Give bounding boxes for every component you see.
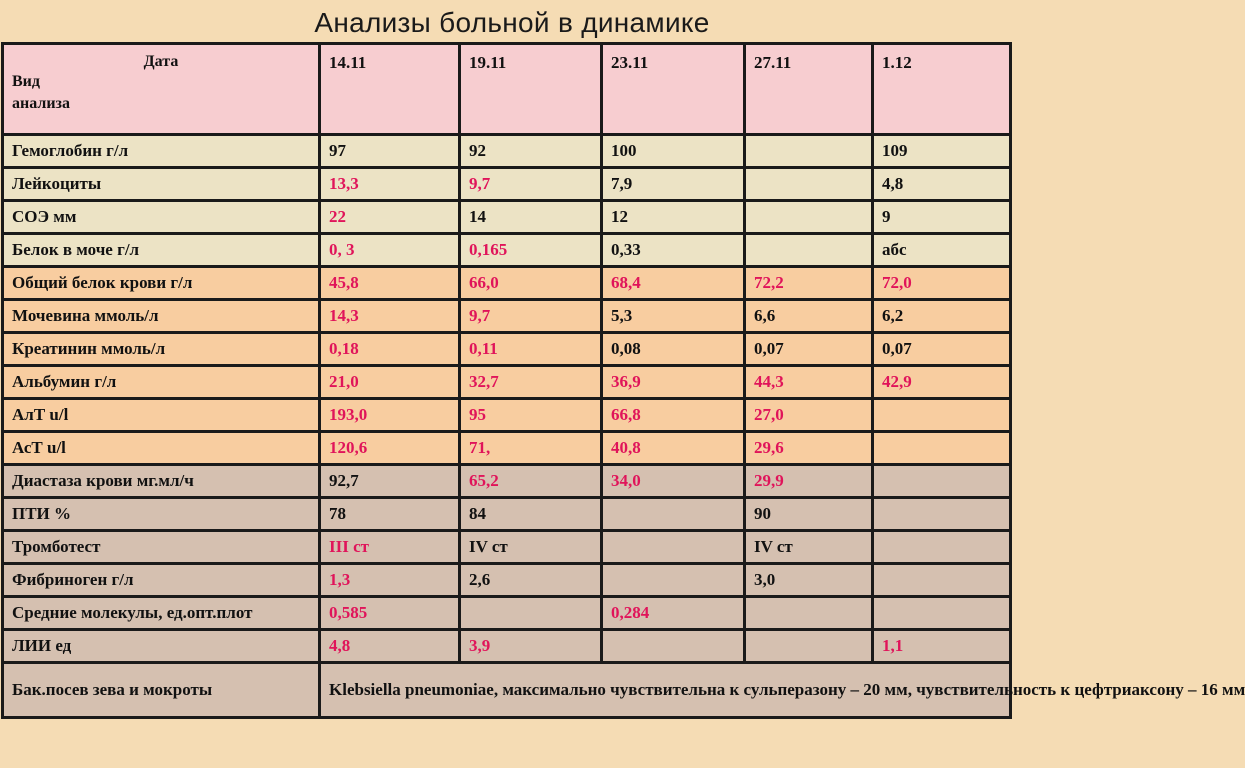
lab-results-table	[1, 42, 1245, 719]
header-row	[3, 44, 1011, 135]
culture-result-cell: Klebsiella pneumoniae, максимально чувствительна к сульперазону – 20 мм, чувствительность к цефтриаксону – 16 мм	[320, 663, 1011, 718]
table-row	[3, 201, 1011, 234]
value-text: 0,165	[469, 240, 508, 259]
value-cell	[745, 168, 873, 201]
value-cell	[873, 465, 1011, 498]
value-text: 9,7	[469, 306, 491, 325]
value-cell	[602, 465, 745, 498]
value-text: 1,3	[329, 570, 351, 589]
table-row	[3, 399, 1011, 432]
value-cell	[320, 399, 460, 432]
value-text: 78	[329, 504, 346, 523]
value-cell	[460, 333, 602, 366]
value-cell	[602, 267, 745, 300]
value-text: 0, 3	[329, 240, 355, 259]
header-corner-cell	[3, 44, 320, 135]
date-header-cell: 27.11	[745, 44, 873, 135]
table-row	[3, 498, 1011, 531]
analysis-name-cell: Белок в моче г/л	[3, 234, 320, 267]
value-text: 100	[611, 141, 637, 160]
value-cell	[460, 201, 602, 234]
value-cell	[320, 168, 460, 201]
value-text: 0,18	[329, 339, 359, 358]
value-cell	[745, 300, 873, 333]
analysis-name-cell: Креатинин ммоль/л	[3, 333, 320, 366]
table-row	[3, 300, 1011, 333]
value-text: 27,0	[754, 405, 784, 424]
value-text: 44,3	[754, 372, 784, 391]
page-title: Анализы больной в динамике	[314, 7, 710, 38]
value-text: 0,08	[611, 339, 641, 358]
value-text: 45,8	[329, 273, 359, 292]
value-cell	[745, 201, 873, 234]
value-text: IV ст	[754, 537, 793, 556]
value-cell	[320, 531, 460, 564]
value-cell	[602, 531, 745, 564]
value-cell	[745, 366, 873, 399]
value-cell	[460, 234, 602, 267]
value-text: 92,7	[329, 471, 359, 490]
value-text: 92	[469, 141, 486, 160]
analysis-name-cell: АсТ u/l	[3, 432, 320, 465]
value-cell	[873, 531, 1011, 564]
value-cell	[873, 498, 1011, 531]
value-text: III ст	[329, 537, 369, 556]
value-cell	[460, 432, 602, 465]
analysis-name-cell: АлТ u/l	[3, 399, 320, 432]
value-cell	[460, 168, 602, 201]
value-text: абс	[882, 240, 907, 259]
value-cell	[460, 135, 602, 168]
analysis-name-cell: ЛИИ ед	[3, 630, 320, 663]
value-cell	[460, 564, 602, 597]
value-cell	[873, 201, 1011, 234]
value-cell	[602, 300, 745, 333]
value-text: 95	[469, 405, 486, 424]
value-cell	[873, 135, 1011, 168]
value-cell	[873, 630, 1011, 663]
analysis-type-label-line2: анализа	[12, 95, 70, 112]
culture-label-cell: Бак.посев зева и мокроты	[3, 663, 320, 718]
value-cell	[602, 630, 745, 663]
value-text: 0,284	[611, 603, 650, 622]
value-cell	[320, 432, 460, 465]
value-text: 68,4	[611, 273, 641, 292]
value-text: 9,7	[469, 174, 491, 193]
value-cell	[460, 465, 602, 498]
value-text: 29,9	[754, 471, 784, 490]
date-header-cell: 23.11	[602, 44, 745, 135]
value-cell	[602, 399, 745, 432]
value-cell	[745, 432, 873, 465]
value-cell	[320, 366, 460, 399]
value-cell	[320, 597, 460, 630]
value-text: 29,6	[754, 438, 784, 457]
value-text: 72,2	[754, 273, 784, 292]
value-cell	[460, 399, 602, 432]
value-cell	[320, 201, 460, 234]
value-text: 2,6	[469, 570, 491, 589]
value-cell	[460, 366, 602, 399]
value-text: 6,2	[882, 306, 904, 325]
value-cell	[873, 564, 1011, 597]
table-row	[3, 234, 1011, 267]
value-text: 97	[329, 141, 346, 160]
value-text: 66,0	[469, 273, 499, 292]
value-text: 72,0	[882, 273, 912, 292]
value-cell	[602, 564, 745, 597]
value-cell	[320, 333, 460, 366]
analysis-name-cell: Фибриноген г/л	[3, 564, 320, 597]
value-cell	[873, 300, 1011, 333]
date-header-cell: 1.12	[873, 44, 1011, 135]
value-cell	[602, 201, 745, 234]
value-text: 36,9	[611, 372, 641, 391]
value-cell	[460, 498, 602, 531]
value-cell	[602, 597, 745, 630]
value-cell	[873, 399, 1011, 432]
analysis-type-label-line1: Вид	[12, 73, 40, 90]
value-cell	[745, 531, 873, 564]
date-header-cell: 19.11	[460, 44, 602, 135]
value-cell	[320, 564, 460, 597]
value-cell	[602, 135, 745, 168]
value-cell	[320, 300, 460, 333]
value-text: 3,9	[469, 636, 491, 655]
value-cell	[745, 399, 873, 432]
value-cell	[873, 597, 1011, 630]
analysis-name-cell: Общий белок крови г/л	[3, 267, 320, 300]
value-cell	[873, 333, 1011, 366]
value-cell	[873, 234, 1011, 267]
value-text: 4,8	[882, 174, 904, 193]
value-cell	[745, 564, 873, 597]
date-header-label: Дата	[143, 53, 179, 70]
value-text: 32,7	[469, 372, 499, 391]
value-text: 4,8	[329, 636, 351, 655]
value-text: 22	[329, 207, 346, 226]
value-text: 7,9	[611, 174, 633, 193]
value-cell	[320, 267, 460, 300]
value-text: 42,9	[882, 372, 912, 391]
value-text: 9	[882, 207, 891, 226]
value-cell	[873, 267, 1011, 300]
table-row	[3, 135, 1011, 168]
analysis-name-cell: Диастаза крови мг.мл/ч	[3, 465, 320, 498]
value-cell	[460, 300, 602, 333]
value-cell	[602, 234, 745, 267]
table-row	[3, 531, 1011, 564]
table-row	[3, 333, 1011, 366]
value-text: 0,585	[329, 603, 368, 622]
table-row	[3, 168, 1011, 201]
value-cell	[745, 630, 873, 663]
value-cell	[745, 135, 873, 168]
value-text: 84	[469, 504, 486, 523]
analysis-name-cell: Средние молекулы, ед.опт.плот	[3, 597, 320, 630]
value-cell	[745, 597, 873, 630]
value-text: 14,3	[329, 306, 359, 325]
value-text: 109	[882, 141, 908, 160]
value-text: 1,1	[882, 636, 904, 655]
value-cell	[602, 498, 745, 531]
value-cell	[745, 333, 873, 366]
value-cell	[602, 432, 745, 465]
value-text: 14	[469, 207, 486, 226]
table-row	[3, 432, 1011, 465]
value-text: 12	[611, 207, 628, 226]
value-text: 193,0	[329, 405, 368, 424]
table-row	[3, 267, 1011, 300]
analysis-name-cell: СОЭ мм	[3, 201, 320, 234]
value-cell	[745, 267, 873, 300]
value-text: 0,11	[469, 339, 498, 358]
value-text: 13,3	[329, 174, 359, 193]
value-cell	[602, 168, 745, 201]
value-text: 0,07	[754, 339, 784, 358]
value-text: 40,8	[611, 438, 641, 457]
value-cell	[873, 366, 1011, 399]
value-cell	[320, 465, 460, 498]
value-cell	[602, 366, 745, 399]
analysis-name-cell: Альбумин г/л	[3, 366, 320, 399]
value-text: 0,33	[611, 240, 641, 259]
value-text: 120,6	[329, 438, 368, 457]
value-text: 65,2	[469, 471, 499, 490]
value-cell	[745, 465, 873, 498]
value-cell	[745, 498, 873, 531]
value-text: 6,6	[754, 306, 776, 325]
value-cell	[320, 498, 460, 531]
value-text: 5,3	[611, 306, 633, 325]
value-cell	[320, 135, 460, 168]
value-cell	[460, 267, 602, 300]
value-cell	[873, 168, 1011, 201]
table-row	[3, 465, 1011, 498]
value-cell	[320, 630, 460, 663]
analysis-name-cell: Лейкоциты	[3, 168, 320, 201]
value-cell	[460, 630, 602, 663]
value-cell	[745, 234, 873, 267]
value-text: 3,0	[754, 570, 776, 589]
table-row	[3, 564, 1011, 597]
value-text: 21,0	[329, 372, 359, 391]
culture-row	[3, 663, 1011, 718]
table-row	[3, 597, 1011, 630]
value-cell	[602, 333, 745, 366]
analysis-name-cell: Гемоглобин г/л	[3, 135, 320, 168]
analysis-name-cell: Мочевина ммоль/л	[3, 300, 320, 333]
analysis-name-cell: ПТИ %	[3, 498, 320, 531]
value-text: 66,8	[611, 405, 641, 424]
value-cell	[873, 432, 1011, 465]
table-row	[3, 366, 1011, 399]
value-text: 0,07	[882, 339, 912, 358]
value-text: 90	[754, 504, 771, 523]
date-header-cell: 14.11	[320, 44, 460, 135]
value-text: 34,0	[611, 471, 641, 490]
value-cell	[460, 531, 602, 564]
value-cell	[320, 234, 460, 267]
value-cell	[460, 597, 602, 630]
value-text: IV ст	[469, 537, 508, 556]
analysis-name-cell: Тромботест	[3, 531, 320, 564]
value-text: 71,	[469, 438, 491, 457]
table-row	[3, 630, 1011, 663]
